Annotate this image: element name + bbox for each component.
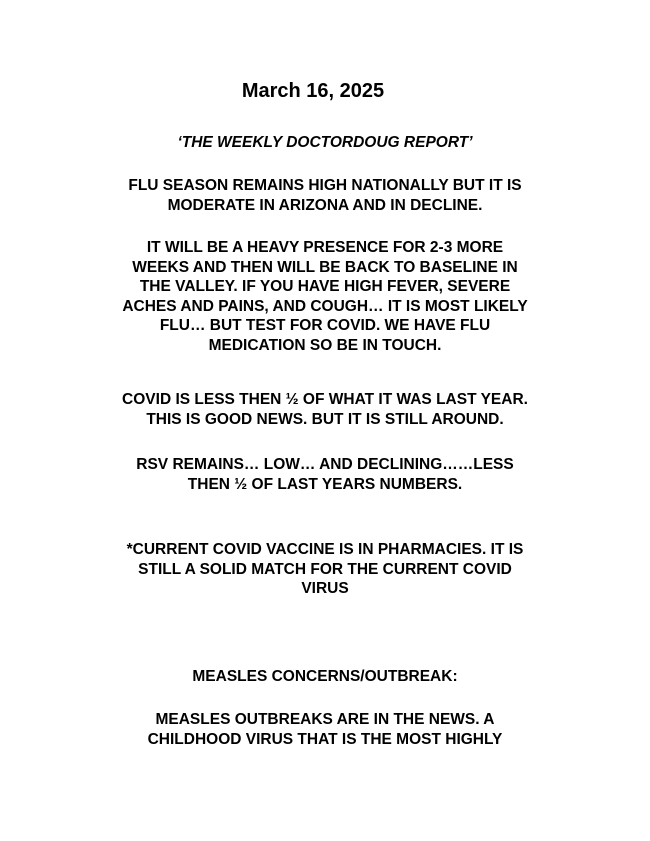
rsv-paragraph: RSV REMAINS… LOW… AND DECLINING……LESS THEN ½ OF LAST YEARS NUMBERS. bbox=[136, 456, 514, 493]
report-date: March 16, 2025 bbox=[241, 80, 385, 102]
flu-detail-paragraph: IT WILL BE A HEAVY PRESENCE FOR 2-3 MORE WEEKS AND THEN WILL BE BACK TO BASELINE IN THE VALLEY. IF YOU HAVE HIGH FEVER, SEVERE ACHES AND PAINS, AND COUGH… IT IS MOST LIKELY FLU… BUT TEST FOR COVID. WE HAVE FLU MEDICATION SO BE IN TOUCH. bbox=[122, 239, 528, 354]
measles-heading: MEASLES CONCERNS/OUTBREAK: bbox=[192, 668, 458, 685]
covid-paragraph: COVID IS LESS THEN ½ OF WHAT IT WAS LAST YEAR. THIS IS GOOD NEWS. BUT IT IS STILL AROUND. bbox=[122, 391, 528, 428]
flu-season-paragraph: FLU SEASON REMAINS HIGH NATIONALLY BUT IT IS MODERATE IN ARIZONA AND IN DECLINE. bbox=[128, 177, 522, 214]
vaccine-paragraph: *CURRENT COVID VACCINE IS IN PHARMACIES. IT IS STILL A SOLID MATCH FOR THE CURRENT COVID VIRUS bbox=[126, 541, 524, 598]
measles-paragraph: MEASLES OUTBREAKS ARE IN THE NEWS. A CHILDHOOD VIRUS THAT IS THE MOST HIGHLY bbox=[147, 711, 503, 748]
report-title: ‘THE WEEKLY DOCTORDOUG REPORT’ bbox=[177, 134, 473, 151]
